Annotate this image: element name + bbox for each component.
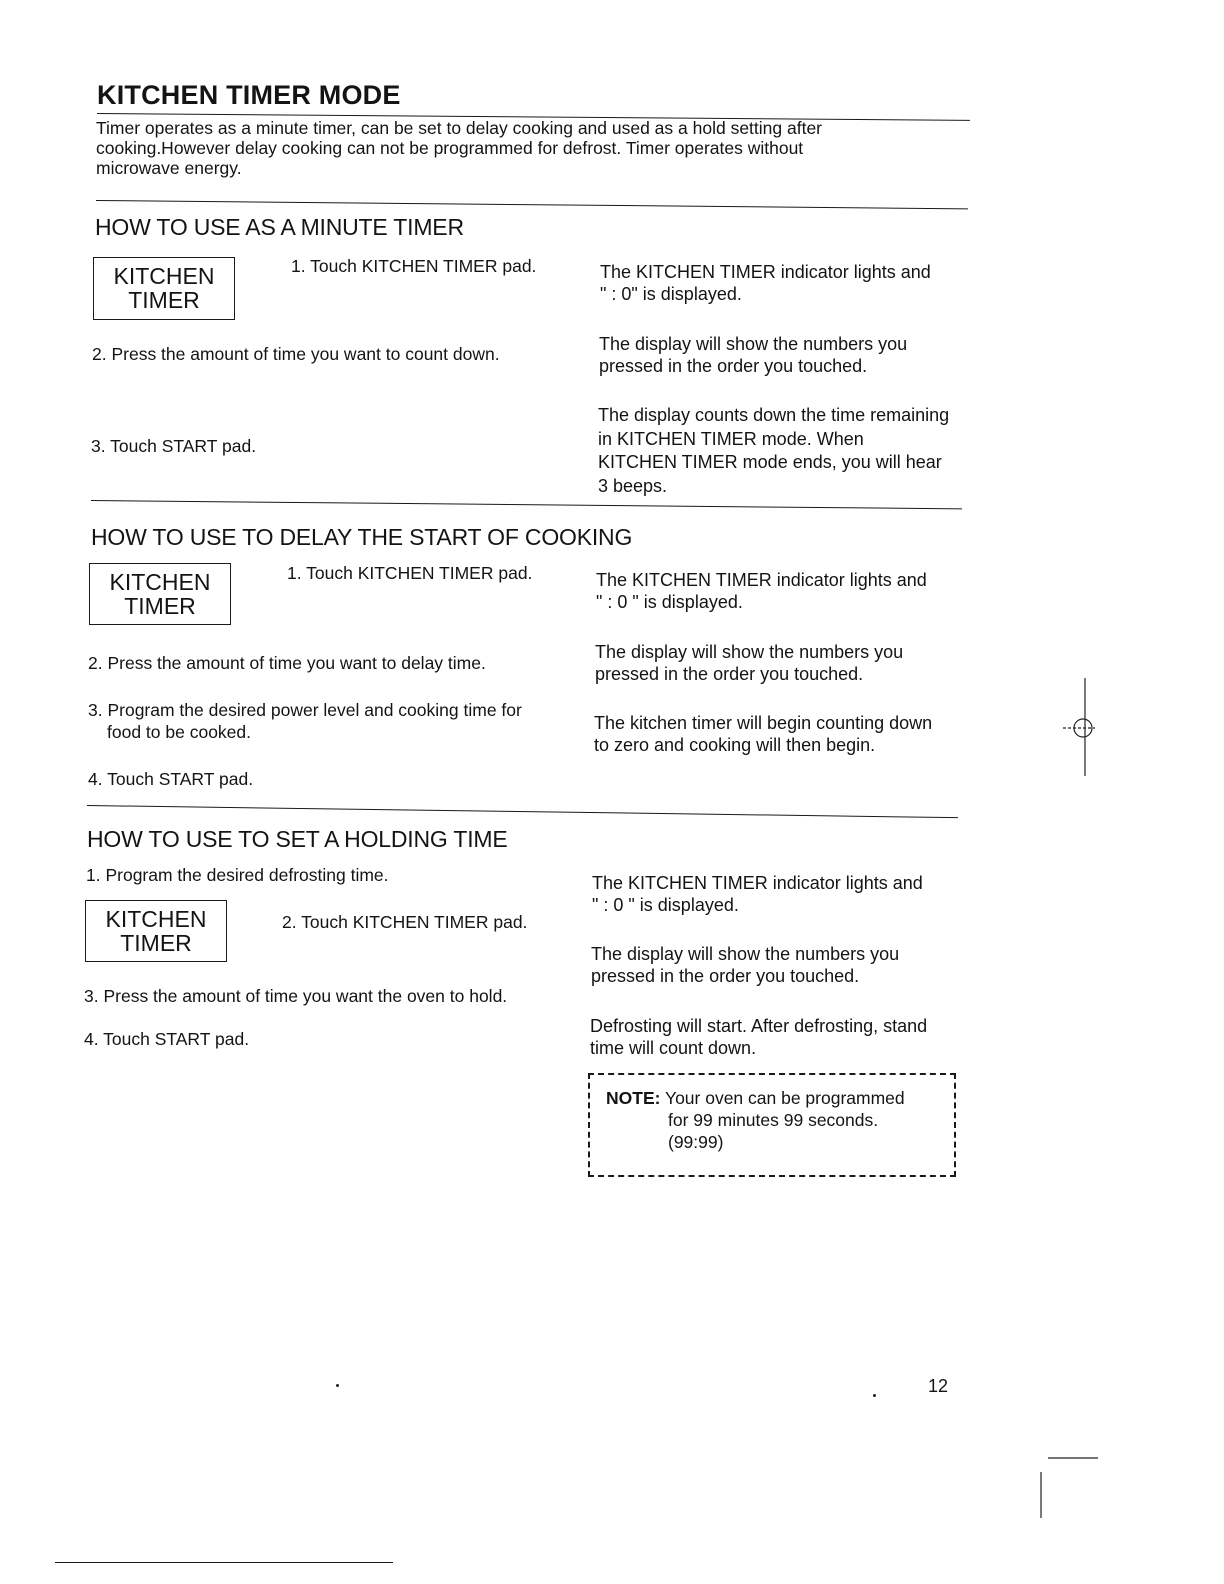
desc-line: " : 0 " is displayed.: [592, 895, 739, 915]
desc-line: " : 0 " is displayed.: [596, 592, 743, 612]
pad-label-line-1: KITCHEN: [113, 263, 215, 289]
kitchen-timer-pad: [93, 257, 235, 320]
desc-line: " : 0" is displayed.: [600, 284, 742, 304]
desc-line: The KITCHEN TIMER indicator lights and: [596, 570, 927, 590]
delay-step-4: 4. Touch START pad.: [88, 769, 254, 789]
intro-text: [96, 118, 976, 178]
note-box: [588, 1073, 956, 1177]
section-heading-minute-timer: HOW TO USE AS A MINUTE TIMER: [95, 214, 464, 240]
section-heading-delay-start: HOW TO USE TO DELAY THE START OF COOKING: [91, 524, 633, 550]
intro-line-2: cooking.However delay cooking can not be programmed for defrost. Timer operates without: [96, 138, 804, 158]
kitchen-timer-pad: [89, 563, 231, 625]
note-label: NOTE:: [606, 1088, 661, 1108]
pad-label-line-1: KITCHEN: [109, 569, 211, 595]
pad-label-line-1: KITCHEN: [105, 906, 207, 932]
delay-step-1: 1. Touch KITCHEN TIMER pad.: [287, 563, 533, 583]
desc-line: Defrosting will start. After defrosting, stand: [590, 1016, 928, 1036]
speck: [336, 1384, 339, 1387]
kitchen-timer-pad: [85, 900, 227, 962]
intro-line-1: Timer operates as a minute timer, can be set to delay cooking and used as a hold setting after: [96, 118, 823, 138]
hold-desc-1: [592, 872, 923, 916]
desc-line: pressed in the order you touched.: [595, 664, 864, 684]
registration-mark-icon: [1055, 678, 1095, 778]
desc-line: The display will show the numbers you: [599, 334, 908, 354]
step-line: 3. Program the desired power level and cooking time for: [88, 700, 522, 720]
desc-line: pressed in the order you touched.: [591, 966, 860, 986]
section-heading-holding-time: HOW TO USE TO SET A HOLDING TIME: [87, 826, 508, 852]
desc-line: pressed in the order you touched.: [599, 356, 868, 376]
desc-line: to zero and cooking will then begin.: [594, 735, 876, 755]
minute-desc-1: [600, 261, 931, 305]
desc-line: The display will show the numbers you: [595, 642, 904, 662]
pad-label-line-2: TIMER: [128, 287, 200, 313]
desc-line: The KITCHEN TIMER indicator lights and: [600, 262, 931, 282]
note-content: [606, 1087, 905, 1153]
intro-line-3: microwave energy.: [96, 158, 242, 178]
intro-rule: [96, 200, 968, 209]
minute-step-1: 1. Touch KITCHEN TIMER pad.: [291, 256, 537, 276]
minute-step-2: 2. Press the amount of time you want to count down.: [92, 344, 500, 364]
step-line: food to be cooked.: [107, 722, 251, 742]
section-rule-2: [87, 805, 958, 818]
note-line-2: for 99 minutes 99 seconds.: [668, 1110, 879, 1130]
minute-desc-3: [598, 404, 949, 498]
hold-step-2: 2. Touch KITCHEN TIMER pad.: [282, 912, 528, 932]
desc-line: The display will show the numbers you: [591, 944, 900, 964]
speck: [873, 1394, 876, 1397]
crop-mark-icon: [1030, 1450, 1110, 1520]
hold-step-4: 4. Touch START pad.: [84, 1029, 250, 1049]
delay-step-2: 2. Press the amount of time you want to delay time.: [88, 653, 486, 673]
note-line-1: [606, 1087, 905, 1109]
hold-step-3: 3. Press the amount of time you want the oven to hold.: [84, 986, 508, 1006]
desc-line: 3 beeps.: [598, 475, 668, 496]
desc-line: The KITCHEN TIMER indicator lights and: [592, 873, 923, 893]
minute-desc-2: [599, 333, 907, 377]
minute-step-3: 3. Touch START pad.: [91, 436, 257, 456]
pad-label-line-2: TIMER: [120, 930, 192, 956]
hold-desc-3: [590, 1015, 927, 1059]
delay-desc-1: [596, 569, 927, 613]
note-line-3: (99:99): [668, 1132, 724, 1152]
bottom-edge-line: [55, 1562, 393, 1563]
delay-desc-2: [595, 641, 903, 685]
desc-line: time will count down.: [590, 1038, 757, 1058]
note-text-1: Your oven can be programmed: [665, 1088, 905, 1108]
delay-desc-3: [594, 712, 932, 756]
desc-line: KITCHEN TIMER mode ends, you will hear: [598, 452, 942, 472]
desc-line: The display counts down the time remaining: [598, 405, 950, 425]
delay-step-3: [88, 699, 522, 743]
hold-step-1: 1. Program the desired defrosting time.: [86, 865, 389, 885]
desc-line: The kitchen timer will begin counting down: [594, 713, 933, 733]
section-rule-1: [91, 500, 962, 509]
page-title: KITCHEN TIMER MODE: [97, 80, 401, 110]
desc-line: in KITCHEN TIMER mode. When: [598, 428, 864, 449]
page-number: 12: [928, 1376, 949, 1396]
pad-label-line-2: TIMER: [124, 593, 196, 619]
hold-desc-2: [591, 943, 899, 987]
